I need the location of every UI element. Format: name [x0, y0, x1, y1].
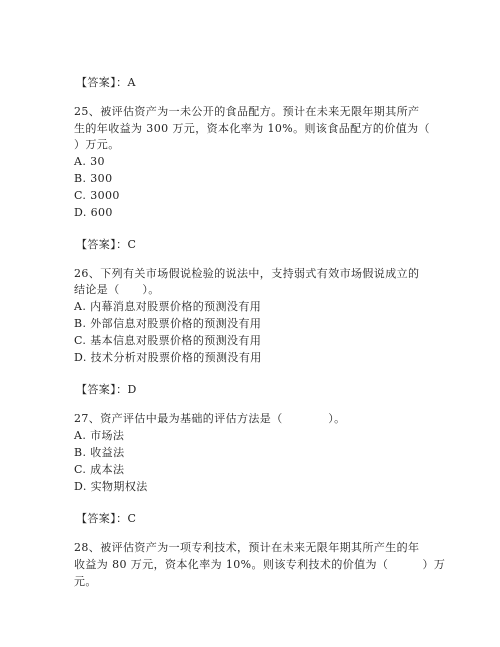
option-b: B. 300 — [74, 172, 113, 185]
option-b: B. 外部信息对股票价格的预测没有用 — [74, 317, 262, 330]
question-28-text: 28、被评估资产为一项专利技术，预计在未来无限年期其所产生的年 — [74, 541, 420, 554]
answer-label: 【答案】：A — [76, 76, 136, 89]
option-a: A. 市场法 — [74, 429, 125, 442]
option-c: C. 3000 — [74, 189, 120, 202]
answer-label: 【答案】：C — [76, 238, 137, 251]
option-a: A. 内幕消息对股票价格的预测没有用 — [74, 300, 262, 313]
option-b: B. 收益法 — [74, 446, 125, 459]
option-d: D. 600 — [74, 206, 113, 219]
option-c: C. 基本信息对股票价格的预测没有用 — [74, 334, 262, 347]
question-26-text: 结论是（ ）。 — [74, 283, 160, 296]
question-26-text: 26、下列有关市场假说检验的说法中，支持弱式有效市场假说成立的 — [74, 267, 420, 280]
answer-label: 【答案】：C — [76, 512, 137, 525]
answer-label: 【答案】：D — [76, 383, 137, 396]
question-28-text: 元。 — [74, 575, 97, 588]
question-25-text: ）万元。 — [74, 138, 120, 151]
question-28-text: 收益为 80 万元，资本化率为 10%。则该专利技术的价值为（ ）万 — [74, 558, 446, 571]
question-27-text: 27、资产评估中最为基础的评估方法是（ ）。 — [74, 412, 346, 425]
question-25-text: 25、被评估资产为一未公开的食品配方。预计在未来无限年期其所产 — [74, 105, 420, 118]
option-c: C. 成本法 — [74, 463, 125, 476]
option-a: A. 30 — [74, 155, 105, 168]
question-25-text: 生的年收益为 300 万元，资本化率为 10%。则该食品配方的价值为（ — [74, 122, 430, 135]
option-d: D. 技术分析对股票价格的预测没有用 — [74, 351, 262, 364]
option-d: D. 实物期权法 — [74, 480, 148, 493]
